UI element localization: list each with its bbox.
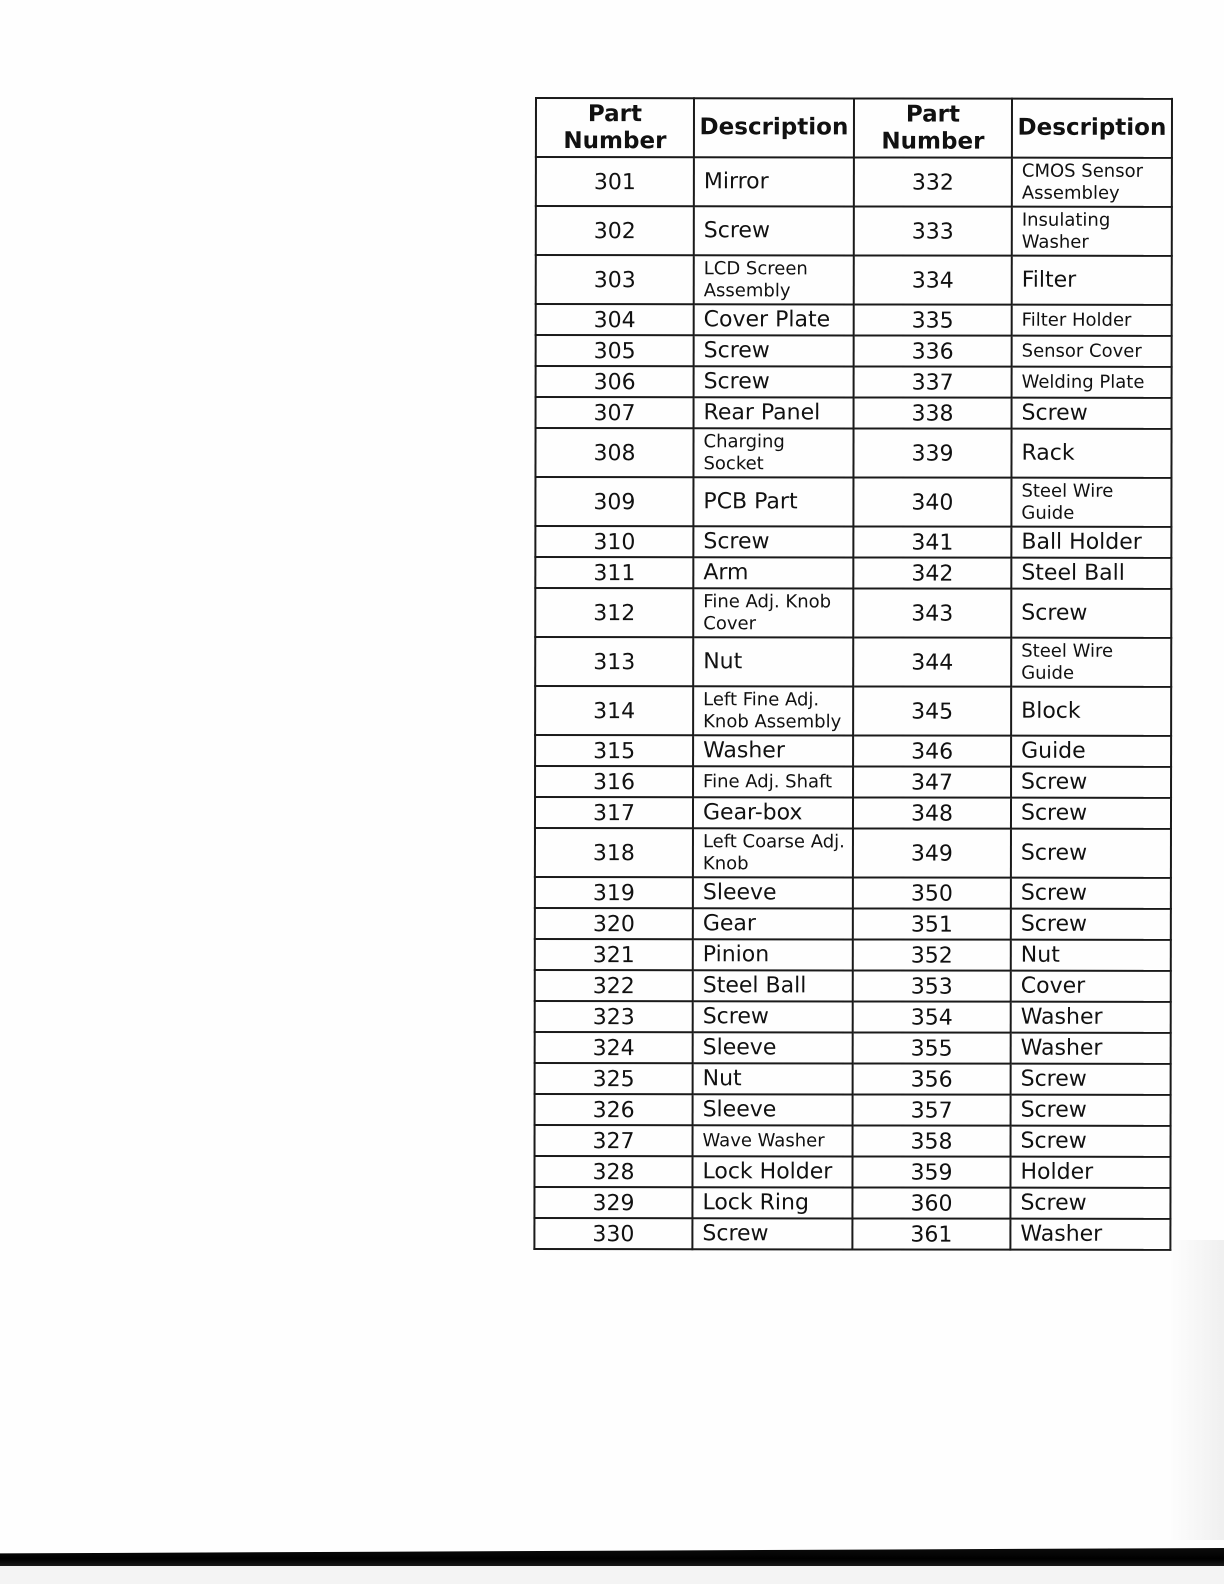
description-cell: Screw — [1011, 589, 1171, 638]
part-number-cell: 359 — [852, 1156, 1010, 1187]
part-number-cell: 308 — [535, 428, 693, 477]
table-row — [535, 877, 1171, 909]
part-number-cell: 361 — [852, 1218, 1010, 1249]
part-number-cell: 330 — [534, 1218, 692, 1249]
part-number-cell: 310 — [535, 526, 693, 557]
description-cell: Mirror — [694, 157, 854, 206]
table-row — [535, 428, 1171, 478]
table-row — [535, 588, 1171, 638]
part-number-cell: 348 — [853, 797, 1011, 828]
part-number-cell: 311 — [535, 557, 693, 588]
part-number-cell: 339 — [853, 428, 1011, 477]
description-cell: Guide — [1011, 736, 1171, 767]
description-cell: Screw — [693, 526, 853, 557]
part-number-cell: 302 — [536, 206, 694, 255]
description-cell: Nut — [1011, 940, 1171, 971]
description-cell: Lock Holder — [692, 1156, 852, 1187]
description-cell: Screw — [694, 335, 854, 366]
part-number-cell: 328 — [534, 1156, 692, 1187]
parts-table-body — [534, 157, 1172, 1250]
table-row — [535, 637, 1171, 687]
description-cell: Screw — [1010, 1188, 1170, 1219]
description-cell: Cover — [1011, 971, 1171, 1002]
description-cell: Sleeve — [693, 877, 853, 908]
header-part-number-1 — [536, 98, 694, 157]
table-row — [535, 939, 1171, 971]
scan-bottom-strip — [0, 1566, 1224, 1584]
part-number-cell: 338 — [854, 397, 1012, 428]
part-number-cell: 317 — [535, 797, 693, 828]
part-number-cell: 323 — [535, 1001, 693, 1032]
description-cell: Block — [1011, 687, 1171, 736]
part-number-cell: 351 — [853, 908, 1011, 939]
table-row — [536, 206, 1172, 256]
table-row — [535, 1094, 1171, 1126]
part-number-cell: 318 — [535, 828, 693, 877]
description-cell: Washer — [1011, 1033, 1171, 1064]
description-cell: Fine Adj. Shaft — [693, 766, 853, 797]
description-cell: Steel Wire Guide — [1011, 478, 1171, 527]
description-cell: Screw — [692, 1218, 852, 1249]
header-description-2 — [1012, 99, 1172, 158]
part-number-cell: 349 — [853, 828, 1011, 877]
description-cell: Sleeve — [693, 1094, 853, 1125]
description-cell: Steel Ball — [1011, 558, 1171, 589]
part-number-cell: 355 — [853, 1032, 1011, 1063]
header-description-1 — [694, 98, 854, 157]
part-number-cell: 307 — [536, 397, 694, 428]
part-number-cell: 358 — [853, 1125, 1011, 1156]
table-row — [535, 970, 1171, 1002]
scan-edge-bar — [0, 1548, 1224, 1566]
table-row — [536, 255, 1172, 305]
table-row — [535, 526, 1171, 558]
description-cell: Rack — [1011, 429, 1171, 478]
description-cell: Pinion — [693, 939, 853, 970]
description-cell: Arm — [693, 557, 853, 588]
table-row — [535, 908, 1171, 940]
part-number-cell: 356 — [853, 1063, 1011, 1094]
part-number-cell: 333 — [854, 206, 1012, 255]
part-number-cell: 344 — [853, 637, 1011, 686]
part-number-cell: 301 — [536, 157, 694, 206]
table-row — [535, 828, 1171, 878]
part-number-cell: 327 — [535, 1125, 693, 1156]
part-number-cell: 322 — [535, 970, 693, 1001]
description-cell: Sensor Cover — [1012, 336, 1172, 367]
table-row — [535, 557, 1171, 589]
part-number-cell: 312 — [535, 588, 693, 637]
description-cell: Screw — [1011, 798, 1171, 829]
description-cell: Gear — [693, 908, 853, 939]
description-cell: Cover Plate — [694, 304, 854, 335]
description-cell: Lock Ring — [692, 1187, 852, 1218]
table-row — [536, 304, 1172, 336]
description-cell: Gear-box — [693, 797, 853, 828]
table-row — [535, 766, 1171, 798]
description-cell: Ball Holder — [1011, 527, 1171, 558]
description-cell: Washer — [1010, 1219, 1170, 1250]
table-row — [535, 1001, 1171, 1033]
part-number-cell: 315 — [535, 735, 693, 766]
description-cell: Rear Panel — [694, 397, 854, 428]
table-row — [536, 397, 1172, 429]
description-cell: Screw — [694, 366, 854, 397]
description-cell: Screw — [1012, 398, 1172, 429]
description-cell: Washer — [1011, 1002, 1171, 1033]
description-cell: LCD Screen Assembly — [694, 255, 854, 304]
header-description-1-text: Description — [699, 114, 849, 141]
part-number-cell: 353 — [853, 970, 1011, 1001]
description-cell: Screw — [1011, 767, 1171, 798]
part-number-cell: 316 — [535, 766, 693, 797]
description-cell: Filter Holder — [1012, 305, 1172, 336]
header-row — [536, 98, 1172, 158]
table-row — [535, 477, 1171, 527]
part-number-cell: 332 — [854, 157, 1012, 206]
description-cell: Left Coarse Adj. Knob — [693, 828, 853, 877]
part-number-cell: 320 — [535, 908, 693, 939]
part-number-cell: 335 — [854, 304, 1012, 335]
table-row — [534, 1218, 1170, 1250]
part-number-cell: 346 — [853, 735, 1011, 766]
description-cell: Holder — [1010, 1157, 1170, 1188]
description-cell: Wave Washer — [693, 1125, 853, 1156]
table-row — [536, 335, 1172, 367]
part-number-cell: 340 — [853, 477, 1011, 526]
header-part-number-2-text: Part Number — [881, 101, 985, 155]
description-cell: Screw — [1011, 909, 1171, 940]
part-number-cell: 337 — [854, 366, 1012, 397]
description-cell: Screw — [1011, 1126, 1171, 1157]
part-number-cell: 350 — [853, 877, 1011, 908]
scan-shadow — [1168, 1240, 1224, 1540]
description-cell: CMOS Sensor Assembley — [1012, 158, 1172, 207]
parts-table-header — [536, 98, 1172, 158]
description-cell: Charging Socket — [693, 428, 853, 477]
part-number-cell: 313 — [535, 637, 693, 686]
description-cell: Screw — [1011, 829, 1171, 878]
part-number-cell: 324 — [535, 1032, 693, 1063]
description-cell: Screw — [693, 1001, 853, 1032]
part-number-cell: 325 — [535, 1063, 693, 1094]
header-description-2-text: Description — [1017, 114, 1167, 141]
table-row — [534, 1187, 1170, 1219]
description-cell: Washer — [693, 735, 853, 766]
part-number-cell: 342 — [853, 557, 1011, 588]
header-part-number-1-text: Part Number — [563, 100, 667, 154]
part-number-cell: 357 — [853, 1094, 1011, 1125]
table-row — [536, 157, 1172, 207]
description-cell: Screw — [694, 206, 854, 255]
part-number-cell: 306 — [536, 366, 694, 397]
part-number-cell: 314 — [535, 686, 693, 735]
description-cell: Nut — [693, 637, 853, 686]
description-cell: Sleeve — [693, 1032, 853, 1063]
description-cell: Fine Adj. Knob Cover — [693, 588, 853, 637]
parts-table — [533, 97, 1173, 1251]
description-cell: Screw — [1011, 1095, 1171, 1126]
table-row — [535, 797, 1171, 829]
table-row — [535, 1032, 1171, 1064]
part-number-cell: 343 — [853, 588, 1011, 637]
part-number-cell: 329 — [534, 1187, 692, 1218]
description-cell: Screw — [1011, 878, 1171, 909]
description-cell: Steel Wire Guide — [1011, 638, 1171, 687]
part-number-cell: 347 — [853, 766, 1011, 797]
description-cell: Left Fine Adj. Knob Assembly — [693, 686, 853, 735]
part-number-cell: 309 — [535, 477, 693, 526]
table-row — [535, 735, 1171, 767]
part-number-cell: 303 — [536, 255, 694, 304]
header-part-number-2 — [854, 98, 1012, 157]
table-row — [535, 1063, 1171, 1095]
description-cell: Nut — [693, 1063, 853, 1094]
part-number-cell: 334 — [854, 255, 1012, 304]
part-number-cell: 360 — [852, 1187, 1010, 1218]
part-number-cell: 341 — [853, 526, 1011, 557]
part-number-cell: 304 — [536, 304, 694, 335]
description-cell: PCB Part — [693, 477, 853, 526]
part-number-cell: 345 — [853, 686, 1011, 735]
table-row — [535, 686, 1171, 736]
part-number-cell: 354 — [853, 1001, 1011, 1032]
part-number-cell: 352 — [853, 939, 1011, 970]
table-row — [536, 366, 1172, 398]
table-row — [534, 1156, 1170, 1188]
table-row — [535, 1125, 1171, 1157]
part-number-cell: 321 — [535, 939, 693, 970]
description-cell: Steel Ball — [693, 970, 853, 1001]
part-number-cell: 305 — [536, 335, 694, 366]
description-cell: Filter — [1012, 256, 1172, 305]
description-cell: Insulating Washer — [1012, 207, 1172, 256]
description-cell: Screw — [1011, 1064, 1171, 1095]
part-number-cell: 336 — [854, 335, 1012, 366]
description-cell: Welding Plate — [1012, 367, 1172, 398]
part-number-cell: 319 — [535, 877, 693, 908]
part-number-cell: 326 — [535, 1094, 693, 1125]
